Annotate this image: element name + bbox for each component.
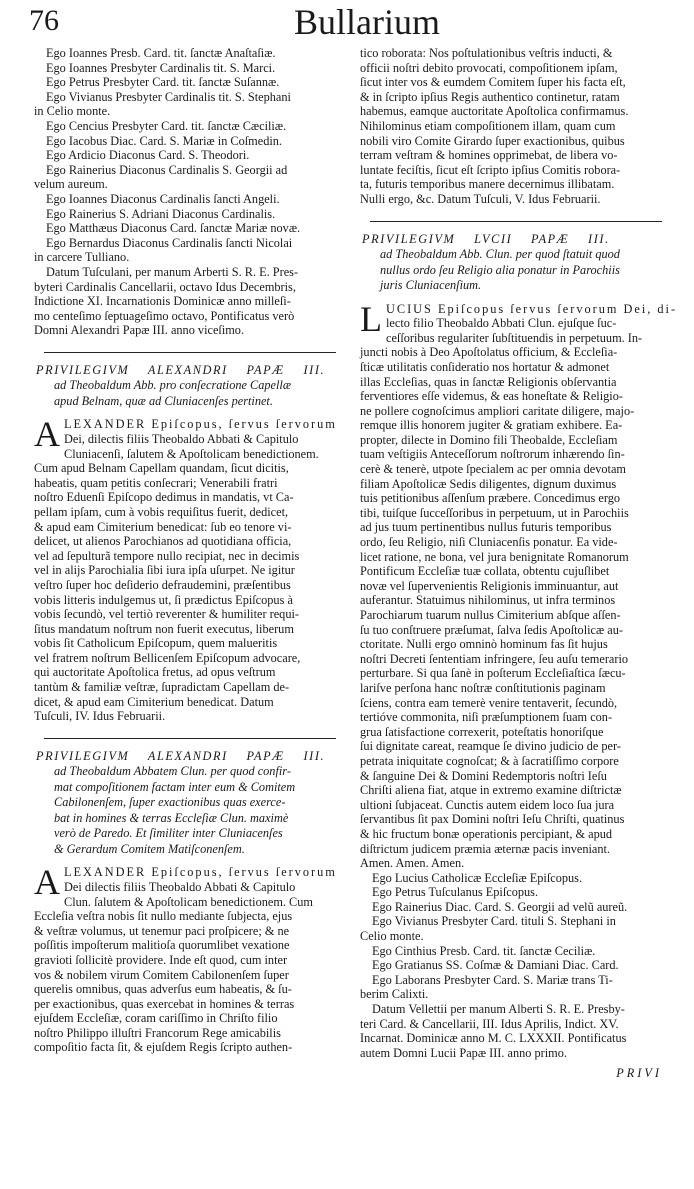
left-column	[34, 46, 344, 1055]
text-line: vel fratrem noſtrum Bellicenſem Epiſcopum advocare,	[34, 650, 301, 665]
text-line: mo centeſimo ſeptuageſimo octavo, Pontificatus verò	[34, 308, 295, 323]
text-line: Cum apud Belnam Capellam quandam, ſicut dicitis,	[34, 461, 289, 476]
text-line: ſitus mandatum noſtrum non fuerit executus, liberum	[34, 621, 294, 636]
section-heading-1	[34, 363, 344, 410]
text-line: grua ſatisfactione correxerit, poteſtatis honoriſque	[360, 724, 604, 739]
heading-line: bat in homines & terras Eccleſiæ Clun. maximè	[54, 810, 289, 825]
section-divider	[44, 738, 336, 739]
text-line: vobis ſit Catholicum Epiſcopum, quem malueritis	[34, 636, 278, 651]
heading-line: nullus ordo ſeu Religio alia ponatur in Parochiis	[380, 262, 620, 277]
section-body-1	[34, 414, 344, 724]
text-line: Nulli ergo, &c. Datum Tuſculi, V. Idus Februarii.	[360, 191, 601, 206]
signature-line: berim Calixti.	[360, 987, 429, 1002]
drop-cap: L	[360, 298, 382, 339]
text-line: Dei, dilectis filiis Theobaldo Abbati & Capitulo	[64, 431, 299, 446]
text-line: ultioni ſubjaceat. Cunctis autem eidem loco ſua jura	[360, 797, 615, 812]
text-line: querelis omnibus, quas adverſus eum habeatis, & ſu-	[34, 982, 292, 997]
text-line: LEXANDER Epiſcopus, ſervus ſervorum	[64, 865, 337, 880]
text-line: ceſſoribus regulariter ſubſtituendis in perpetuum. In-	[386, 330, 643, 345]
signature-line: Ego Ioannes Presbyter Cardinalis tit. S. Marci.	[46, 60, 276, 75]
text-line: gravioti ſollicitè providere. Inde eſt quod, cum inter	[34, 952, 288, 967]
text-line: petrata iniquitate cognoſcat; & à ſacratiſſimo corpore	[360, 753, 619, 768]
signature-line: Ego Bernardus Diaconus Cardinalis ſancti Nicolai	[46, 235, 293, 250]
text-line: per exactionibus, quas exercebat in homines & terras	[34, 996, 295, 1011]
text-line: pellam ipſam, cum à vobis requiſitus fuerit, dedicet,	[34, 504, 289, 519]
text-line: noſtri Decreti ſententiam infringere, ſeu auſu temerario	[360, 651, 629, 666]
text-line: Incarnat. Dominicæ anno M. C. LXXXII. Pontificatus	[360, 1031, 627, 1046]
datum-bottom	[360, 1002, 670, 1060]
text-line: ſicut inter vos & eumdem Comitem ſuper his facta eſt,	[360, 75, 626, 90]
signature-line: Ego Lucius Catholicæ Eccleſiæ Epiſcopus.	[372, 870, 583, 885]
drop-cap: A	[34, 862, 60, 903]
text-line: Chriſti aliena fiat, atque in extremo examine diſtrictæ	[360, 783, 622, 798]
text-line: vobis ſecundò, vel tertiò reverenter & humiliter requi-	[34, 607, 299, 622]
signature-line: Ego Rainerius Diaconus Cardinalis S. Georgii ad	[46, 162, 288, 177]
text-line: vobis litteris indulgemus ut, ſi prædictus Epiſcopus à	[34, 592, 293, 607]
text-line: tibi, tuiſque ſucceſſoribus in perpetuum, ut in Parochiis	[360, 505, 629, 520]
heading-line: juris Cluniacenſium.	[380, 278, 482, 293]
signature-line: in Celio monte.	[34, 104, 111, 119]
text-line: ne pollere cognoſcimus ampliori caritate diligere, majo-	[360, 403, 635, 418]
text-line: ſciens, contra eam temerè venire tentaverit, ſecundò,	[360, 695, 618, 710]
drop-cap: A	[34, 414, 60, 455]
signature-line: Ego Gratianus SS. Coſmæ & Damiani Diac. Card.	[372, 958, 619, 973]
heading-line: & Gerardum Comitem Matiſconenſem.	[54, 841, 245, 856]
text-line: filiam Apoſtolicæ Sedis diligentes, dignum duximus	[360, 476, 617, 491]
text-line: Indictione XI. Incarnationis Dominicæ anno milleſi-	[34, 294, 291, 309]
text-line: juncti nobis à Deo Apoſtolatus officium, & Eccleſia-	[360, 345, 618, 360]
text-line: ordo, ſeu Religio, niſi Cluniacenſis ponatur. Ea vide-	[360, 535, 618, 550]
heading-line: mat compoſitionem factam inter eum & Comitem	[54, 779, 296, 794]
signature-line: Ego Laborans Presbyter Card. S. Mariæ trans Ti-	[372, 972, 613, 987]
text-line: ejuſdem Eccleſiæ, coram cariſſimo in Chriſto filio	[34, 1011, 278, 1026]
text-line: ad jus tuum pertinentibus nullus futuris temporibus	[360, 520, 612, 535]
heading-line: apud Belnam, quæ ad Cluniacenſes pertinet.	[54, 393, 273, 408]
signature-line: Ego Cinthius Presb. Card. tit. ſanctæ Ceciliæ.	[372, 943, 596, 958]
text-line: illas Eccleſias, quas in ſanctæ Religionis obſervantia	[360, 374, 617, 389]
text-line: perturbare. Si qua ſanè in poſterum Eccleſiaſtica ſæcu-	[360, 666, 626, 681]
heading-line: ad Theobaldum Abb. Clun. per quod ſtatuit quod	[380, 247, 620, 262]
text-line: habeatis, quam petitis conſecrari; Venerabili fratri	[34, 475, 278, 490]
text-line: Datum Tuſculani, per manum Arberti S. R. E. Pres-	[46, 264, 299, 279]
text-line: ſu tuo conſtruere præſumat, ſalva ſedis Apoſtolicæ au-	[360, 622, 623, 637]
section-divider	[44, 352, 336, 353]
text-line: byteri Cardinalis Cancellarii, octavo Idus Decembris,	[34, 279, 296, 294]
text-line: qui auctoritate Apoſtolica fretus, ad opus veſtrum	[34, 665, 276, 680]
text-line: habemus, eamque auctoritate Apoſtolica confirmamus.	[360, 104, 629, 119]
text-line: noſtro Eduenſi Epiſcopo dedimus in mandatis, vt Ca-	[34, 490, 294, 505]
text-line: tuis petitionibus aſſenſum præbere. Concedimus ergo	[360, 491, 621, 506]
signature-line: Ego Petrus Presbyter Card. tit. ſanctæ Suſannæ.	[46, 75, 280, 90]
text-line: vos & nobilem virum Comitem Cabilonenſem ſuper	[34, 967, 289, 982]
text-line: ta, futuris temporibus manere decernimus illibatam.	[360, 177, 615, 192]
signature-line: in carcere Tulliano.	[34, 250, 130, 265]
signature-line: Ego Rainerius S. Adriani Diaconus Cardinalis.	[46, 206, 276, 221]
text-line: officii noſtri debito provocati, compoſitionem ipſam,	[360, 60, 618, 75]
text-line: ſui dignitate careat, reamque ſe divino judicio de per-	[360, 739, 621, 754]
signature-list-top	[34, 46, 344, 265]
text-line: lecto filio Theobaldo Abbati Clun. ejuſque ſuc-	[386, 316, 617, 331]
text-line: vel in alijs Parochialia ſibi iura ipſa uſurpet. Ne igitur	[34, 563, 295, 578]
text-line: novæ vel ſupervenientis Religionis imminuantur, aut	[360, 578, 619, 593]
signature-line: Ego Ioannes Diaconus Cardinalis ſancti Angeli.	[46, 191, 280, 206]
text-line: Clun. ſalutem & Apoſtolicam benedictionem. Cum	[64, 894, 313, 909]
heading-title: PRIVILEGIVM LVCII PAPÆ III.	[362, 231, 610, 246]
text-line: tertióve commonita, niſi præſumptionem ſuam con-	[360, 710, 613, 725]
heading-title: PRIVILEGIVM ALEXANDRI PAPÆ III.	[36, 362, 326, 377]
signature-line: Ego Matthæus Diaconus Card. ſanctæ Mariæ novæ.	[46, 221, 301, 236]
text-line: luntate feciſtis, ſicut eſt ſcripto ipſius Comitis robora-	[360, 162, 621, 177]
signature-list-bottom	[360, 871, 670, 1002]
text-line: tuam veſtigiis Anteceſſorum noſtrorum inhærendo ſin-	[360, 447, 625, 462]
catchword: PRIVI	[616, 1066, 662, 1081]
text-line: UCIUS Epiſcopus ſervus ſervorum Dei, di-	[386, 301, 678, 316]
text-line: Cluniacenſi, ſalutem & Apoſtolicam benedictionem.	[64, 446, 319, 461]
text-line: Tuſculi, IV. Idus Februarii.	[34, 709, 166, 724]
datum-top	[34, 265, 344, 338]
signature-line: Celio monte.	[360, 929, 424, 944]
text-line: vel ad ſepulturã tempore nullo recipiat, nec in decimis	[34, 548, 300, 563]
signature-line: Ego Petrus Tuſculanus Epiſcopus.	[372, 885, 539, 900]
text-line: cerè & tenerè, utpote ſpecialem ac per omnia devotam	[360, 462, 626, 477]
text-line: auferantur. Statuimus nihilominus, ut infra terminos	[360, 593, 616, 608]
text-line: tico roborata: Nos poſtulationibus veſtris inducti, &	[360, 46, 613, 60]
heading-line: verò de Paredo. Et ſimiliter inter Cluniacenſes	[54, 826, 283, 841]
section-heading-2	[34, 749, 344, 858]
text-line: terram veſtram & homines opprimebat, de libera vo-	[360, 148, 618, 163]
text-line: & ſanguine Dei & Domini Redemptoris noſtri Ieſu	[360, 768, 607, 783]
text-line: compoſitio facta ſit, & ejuſdem Regis ſcripto authen-	[34, 1040, 293, 1055]
text-line: & in ſcripto ipſius Regis authentico continetur, ratam	[360, 89, 620, 104]
text-line: tantùm & familiæ veſtræ, ſupradictam Capellam de-	[34, 680, 290, 695]
signature-line: Ego Vivianus Presbyter Card. tituli S. Stephani in	[372, 914, 616, 929]
signature-line: Ego Rainerius Diac. Card. S. Georgii ad velũ aureũ.	[372, 899, 628, 914]
text-line: Dei dilectis filiis Theobaldo Abbati & Capitulo	[64, 879, 296, 894]
section-body-2	[34, 862, 344, 1055]
page-number: 76	[29, 4, 59, 37]
text-line: Amen. Amen. Amen.	[360, 856, 465, 871]
text-line: Pontificum Eccleſiæ tuæ collata, obtentu cujuſlibet	[360, 564, 610, 579]
text-line: ſticæ utilitatis conſideratio nos hortatur & admonet	[360, 359, 610, 374]
heading-line: ad Theobaldum Abb. pro conſecratione Capellæ	[54, 378, 292, 393]
text-line: ferventiores eſſe videmus, & eas honeſtate & Religio-	[360, 389, 623, 404]
text-line: & veſtræ volumus, ut tenemur paci proſpicere; & ne	[34, 923, 290, 938]
section-divider	[370, 221, 662, 222]
text-line: LEXANDER Epiſcopus, ſervus ſervorum	[64, 417, 337, 432]
text-line: teri Card. & Cancellarii, III. Idus Aprilis, Indict. XV.	[360, 1016, 619, 1031]
text-line: dicet, & apud eam Cimiterium benedicat. Datum	[34, 694, 274, 709]
text-line: Nihilominus etiam compoſitionem illam, quam cum	[360, 118, 616, 133]
text-line: nobili viro Comite Girardo ſuper exactionibus, quibus	[360, 133, 625, 148]
text-line: delicet, ut alienos Parochianos ad quotidiana officia,	[34, 534, 292, 549]
right-column	[360, 46, 678, 1081]
text-line: Domni Alexandri Papæ III. anno viceſimo.	[34, 323, 245, 338]
section-body-3	[360, 298, 678, 871]
text-line: noſtro Philippo illuſtri Francorum Rege amicabilis	[34, 1025, 281, 1040]
signature-line: velum aureum.	[34, 177, 108, 192]
text-line: & hic fructum bonæ operationis percipiant, & apud	[360, 826, 613, 841]
heading-line: Cabilonenſem, ſuper exactionibus quas exerce-	[54, 795, 286, 810]
running-title: Bullarium	[294, 2, 440, 42]
text-line: licet ratione, ne bona, vel jura benignitate Romanorum	[360, 549, 629, 564]
signature-line: Ego Iacobus Diac. Card. S. Mariæ in Coſmedin.	[46, 133, 282, 148]
text-line: Parochiarum tuarum nullus Cimiterium abſque aſſen-	[360, 608, 621, 622]
section-heading-3	[360, 232, 670, 294]
heading-title: PRIVILEGIVM ALEXANDRI PAPÆ III.	[36, 748, 326, 763]
signature-line: Ego Ioannes Presb. Card. tit. ſanctæ Anaſtaſiæ.	[46, 46, 276, 60]
text-line: ctoritate. Nulli ergo omninò hominum fas ſit hujus	[360, 637, 608, 652]
text-line: Datum Vellettii per manum Alberti S. R. E. Presby-	[372, 1002, 625, 1017]
text-line: veſtro ſuper hoc deſiderio defraudemini, præſentibus	[34, 577, 291, 592]
text-line: lariſve perſona hanc noſtræ conſtitutionis paginam	[360, 680, 606, 695]
text-line: autem Domni Lucii Papæ III. anno primo.	[360, 1045, 567, 1060]
signature-line: Ego Ardicio Diaconus Card. S. Theodori.	[46, 148, 250, 163]
heading-line: ad Theobaldum Abbatem Clun. per quod confir-	[54, 764, 291, 779]
text-line: & apud eam Cimiterium benedicat: ſub eo tenore vi-	[34, 519, 292, 534]
text-line: remque illis honorem jugiter & gratiam exhibere. Ea-	[360, 418, 623, 433]
text-line: ſervantibus ſit pax Domini noſtri Ieſu Chriſti, quatinus	[360, 812, 625, 827]
text-line: propter, dilecte in Domino fili Theobalde, Eccleſiam	[360, 432, 618, 447]
text-line: diſtrictum judicem præmia æternæ pacis inveniant.	[360, 841, 610, 856]
signature-line: Ego Vivianus Presbyter Cardinalis tit. S. Stephani	[46, 89, 291, 104]
text-line: poſſitis impoſterum malitioſa quorumlibet vexatione	[34, 938, 290, 953]
signature-line: Ego Cencius Presbyter Card. tit. ſanctæ Cæciliæ.	[46, 118, 287, 133]
continuation-text	[360, 46, 670, 207]
text-line: Eccleſia veſtra nobis ſit nullo mediante ſubjecta, ejus	[34, 909, 293, 924]
